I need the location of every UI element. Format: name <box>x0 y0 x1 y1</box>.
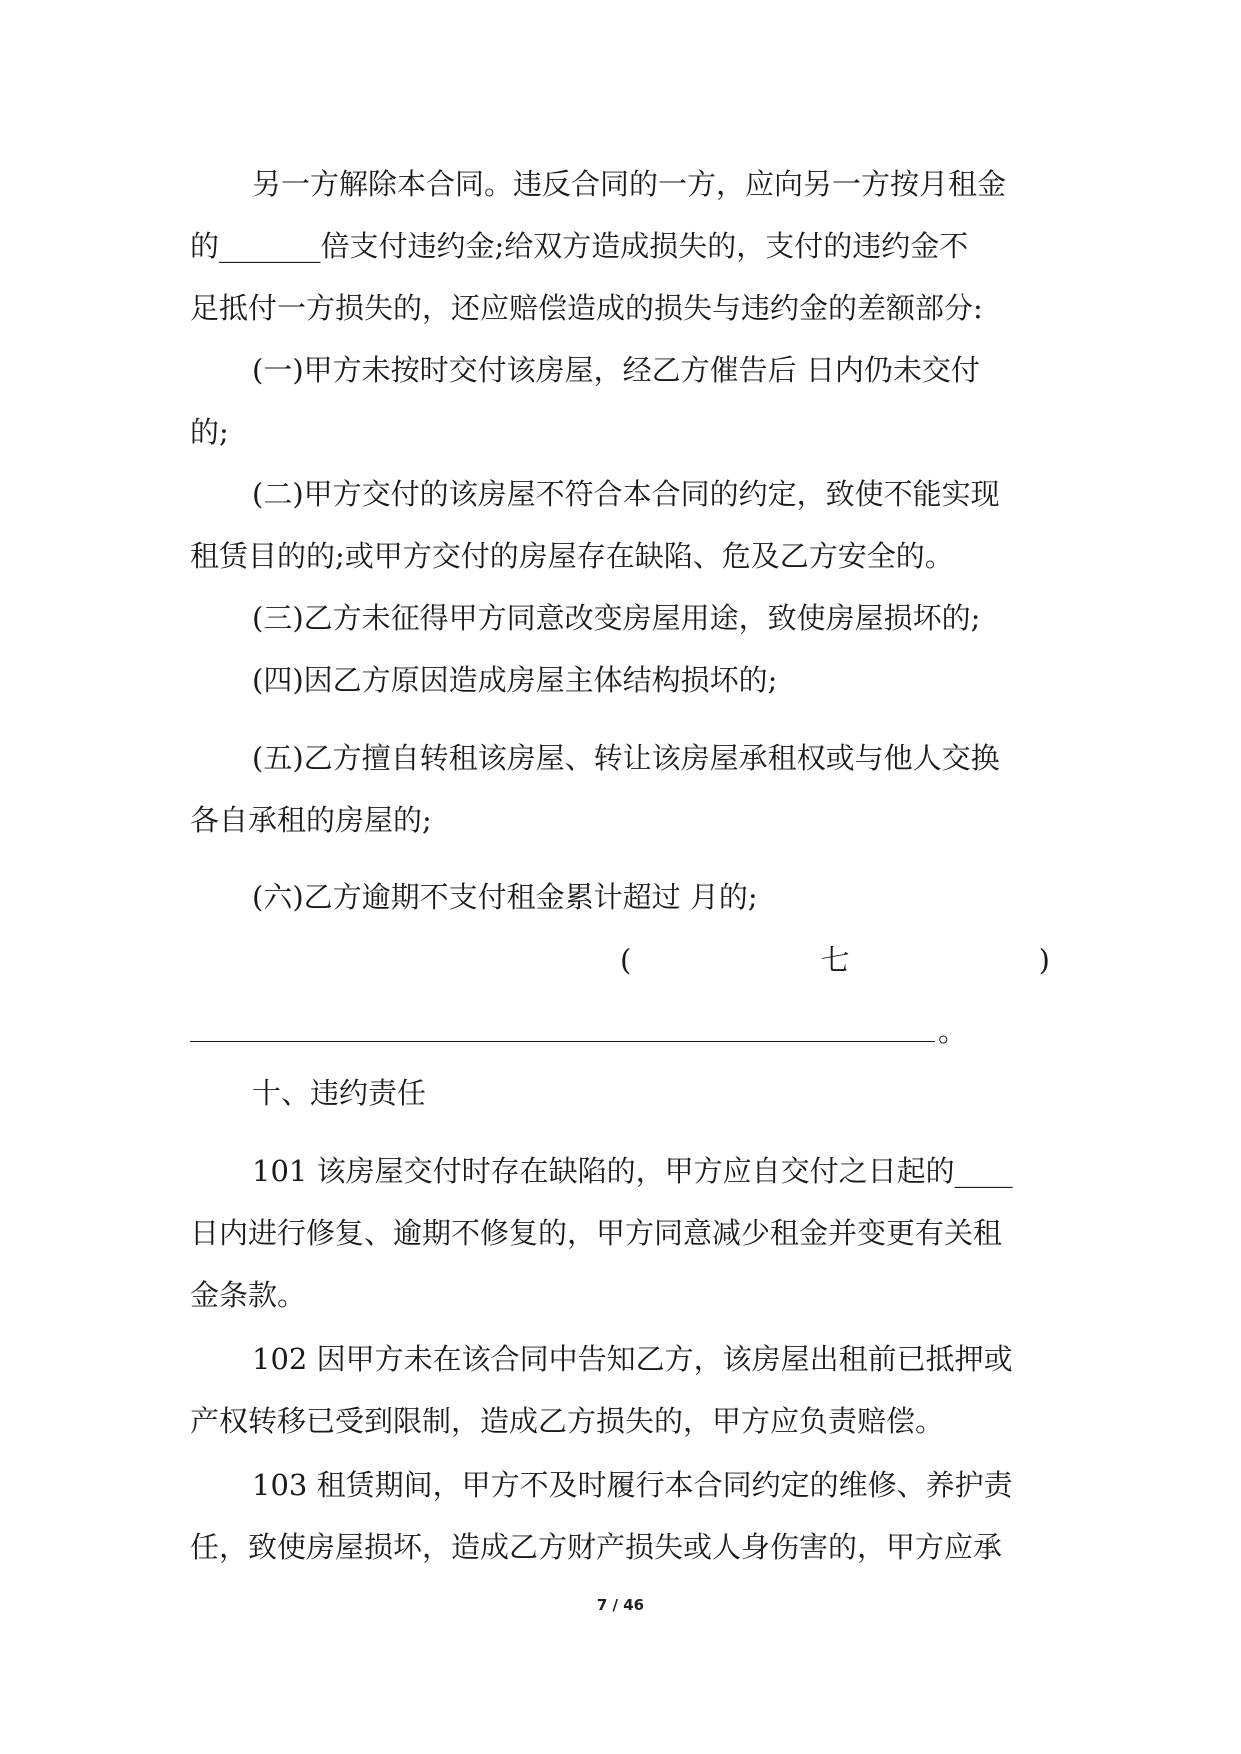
section-heading: 十、违约责任 <box>252 1076 427 1110</box>
item-seven-close-paren: ) <box>1038 943 1050 977</box>
item-seven-open-paren: ( <box>620 943 632 977</box>
text-line-item-3: (三)乙方未征得甲方同意改变房屋用途，致使房屋损坏的; <box>252 601 981 635</box>
text-line: 租赁目的的;或甲方交付的房屋存在缺陷、危及乙方安全的。 <box>190 539 954 573</box>
text-line: 的; <box>190 415 229 449</box>
text-line: 各自承租的房屋的; <box>190 803 432 837</box>
text-line: 的_______倍支付违约金;给双方造成损失的，支付的违约金不 <box>190 229 969 263</box>
text-line: 产权转移已受到限制，造成乙方损失的，甲方应负责赔偿。 <box>190 1404 945 1438</box>
text-line: 另一方解除本合同。违反合同的一方，应向另一方按月租金 <box>252 167 1007 201</box>
text-line-item-6: (六)乙方逾期不支付租金累计超过 月的; <box>252 880 758 914</box>
item-seven-heading <box>620 940 1050 980</box>
text-line-item-5: (五)乙方擅自转租该房屋、转让该房屋承租权或与他人交换 <box>252 741 1000 775</box>
item-seven-end-mark: 。 <box>938 1014 968 1048</box>
clause-102: 102 因甲方未在该合同中告知乙方，该房屋出租前已抵押或 <box>252 1342 1013 1376</box>
text-line: 日内进行修复、逾期不修复的，甲方同意减少租金并变更有关租 <box>190 1216 1003 1250</box>
clause-103: 103 租赁期间，甲方不及时履行本合同约定的维修、养护责 <box>252 1468 1013 1502</box>
text-line-item-1: (一)甲方未按时交付该房屋，经乙方催告后 日内仍未交付 <box>252 353 980 387</box>
page-number: 7 / 46 <box>596 1596 645 1614</box>
clause-101: 101 该房屋交付时存在缺陷的，甲方应自交付之日起的____ <box>252 1154 1013 1188</box>
text-line: 任，致使房屋损坏，造成乙方财产损失或人身伤害的，甲方应承 <box>190 1530 1003 1564</box>
text-line-item-2: (二)甲方交付的该房屋不符合本合同的约定，致使不能实现 <box>252 477 1000 511</box>
item-seven-numeral: 七 <box>820 943 850 977</box>
item-seven-blank <box>190 1011 1050 1051</box>
text-line: 足抵付一方损失的，还应赔偿造成的损失与违约金的差额部分: <box>190 291 983 325</box>
text-line: 金条款。 <box>190 1278 307 1312</box>
text-line-item-4: (四)因乙方原因造成房屋主体结构损坏的; <box>252 663 778 697</box>
blank-fill-line <box>190 1041 935 1042</box>
